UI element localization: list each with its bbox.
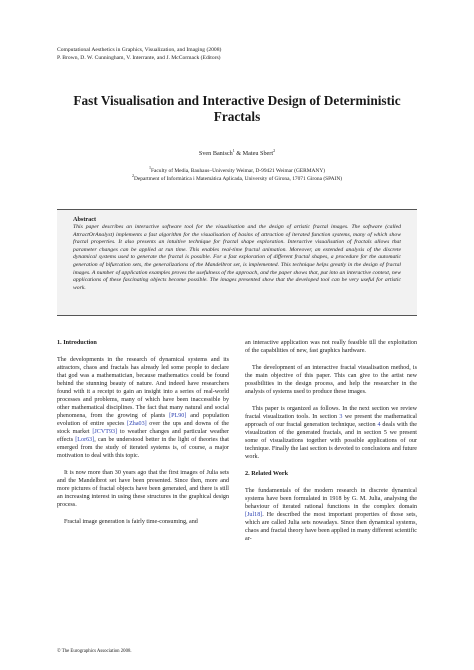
paper-title [40,93,434,125]
left-column [57,339,229,535]
citation-zha03[interactable]: [Zha03] [127,421,147,427]
intro-paragraph-3: Fractal image generation is fairly time-consuming, and [64,519,198,525]
abstract-title: Abstract [73,216,97,223]
title-line-1: Fast Visualisation and Interactive Design of Deterministic [73,93,401,108]
intro-paragraph-continued: an interactive application was not really feasible till the exploitation of the capabilities of new, fast graphics hardware. [245,340,417,354]
header-line-venue: Computational Aesthetics in Graphics, Visualization, and Imaging (2008) [57,47,222,53]
author-sbert: Mateu Sbert [242,150,274,157]
running-header [57,46,221,62]
section-heading-introduction: 1. Introduction [57,339,97,346]
section-ref-4[interactable]: 4 [377,422,381,428]
intro-paragraph-4: The development of an interactive fractal visualisation method, is the main objective of this paper. This can give to the artist new possibilities in the design process, and help the researcher in the analysis of systems used to produce these images. [245,365,417,395]
author-sup-1: 1 [232,147,235,153]
citation-jcvt93[interactable]: [JCVT93] [92,429,118,435]
section-ref-3[interactable]: 3 [339,414,343,420]
intro-paragraph-1: The developments in the research of dynamical systems and its attractors, chaos and fractals has already led some people to declare that god was a mathematician, because mathematics could be found behind the stunning beauty of nature. And indeed have researchers found with it a receipt to gain an insight into a series of real-world processes and problems, many of which have been inaccessible by other mathematical disciplines. The fact that many natural and social phenomena, from the growing of plants [PL90] and population evolution of entire species [Zha03] over the ups and downs of the stock market [JCVT93] to weather changes and particular weather effects [Lor63], can be understood better in the light of theories that emerged from the study of iterated systems is, of course, a major motivation to deal with this topic. [57,357,230,459]
abstract-text: This paper describes an interactive software tool for the visualisation and the design of artistic fractal images. The software (called AttractOrAnalyst) implements a fast algorithm for the visualisation of basins of attraction of iterated function systems, many of which show fractal properties. It also presents an intuitive technique for fractal shape exploration. Interactive visualisation of fractals allows that parameter changes can be applied at run time. This enables real-time fractal animation. Moreover, an extended analysis of the discrete dynamical systems used to generate the fractal is possible. For a fast exploration of different fractal shapes, a procedure for the automatic generation of bifurcation sets, the generalizations of the Mandelbrot set, is implemented. This technique helps greatly in the design of fractal images. A number of application examples proves the usefulness of the approach, and the paper shows that, put into an interactive context, new applications of these fascinating objects become possible. The images presented show that the developed tool can be very useful for artistic work. [73,224,401,291]
citation-jul18[interactable]: [Jul18] [245,512,263,518]
right-column [245,339,417,552]
related-work-paragraph-1: The fundamentals of the modern research in discrete dynamical systems have been formulated in 1918 by G. M. Julia, analysing the behaviour of iterated rational functions in the complex domain [Jul18]. He described the most important properties of those sets, which are called Julia sets nowadays. Since then dynamical systems, chaos and fractal theory have been applied in many different scientific ar- [245,488,417,542]
affiliation-1: $^1$Faculty of Media, Bauhaus–University Weimar, D-99421 Weimar (GERMANY) [148,165,326,174]
section-heading-related-work: 2. Related Work [245,470,289,477]
citation-pl90[interactable]: [PL90] [169,413,187,419]
affiliation-2: $^2$Department of Informàtica i Matemàtica Aplicada, University of Girona, 17071 Girona (SPAIN) [131,173,343,182]
author-separator: & [234,150,243,157]
title-line-2: Fractals [213,109,261,124]
affiliations [40,167,434,183]
abstract-box [57,209,417,316]
author-list [40,147,434,157]
citation-lor63[interactable]: [Lor63] [75,437,95,443]
copyright-footer: © The Eurographics Association 2008. [57,649,132,654]
header-line-editors: P. Brown, D. W. Cunningham, V. Interrante, and J. McCormack (Editors) [57,55,221,61]
author-sup-2: 2 [273,147,276,153]
author-banisch: Sven Banisch [198,150,233,157]
intro-paragraph-5: This paper is organized as follows. In the next section we review fractal visualization tools. In section 3 we present the mathematical approach of our fractal generation technique, section 4 deals with the visualization of the generated fractals, and in section 5 we present some of visualizations together with possible applications of our technique. Finally the last section is devoted to conclusions and future work. [245,406,417,460]
intro-paragraph-2: It is now more than 30 years ago that the first images of Julia sets and the Mandelbrot set have been presented. Since then, more and more pictures of fractal objects have been generated, and there is still an increasing interest in using these structures in the graphical design process. [57,470,229,508]
